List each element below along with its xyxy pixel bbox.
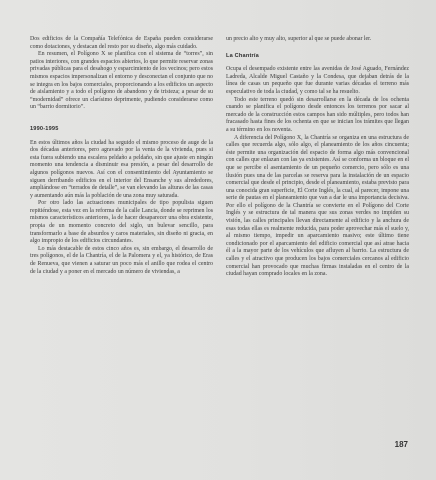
paragraph: Lo más destacable de estos cinco años es, sin embargo, el desarrollo de tres polígonos, el de la Chantría, el de la Palomera y el, ya histórico, de Eras de Renueva, que vienen a saturar un poco más el anillo que rodea el centro de la ciudad y a poner en el mercado un número de viviendas, a [30, 245, 213, 275]
paragraph: Dos edificios de la Compañía Telefónica de España pueden considerarse como dotaciones, y destacan del resto por su diseño, algo más cuidado. [30, 36, 213, 50]
right-column [226, 36, 409, 279]
left-column [30, 36, 213, 276]
page-number: 187 [394, 440, 408, 449]
paragraph: En estos últimos años la ciudad ha seguido el mismo proceso de auge de la dos décadas anteriores, pero agravado por la venta de la vivienda, pues si esta fuera subiendo una escalera peldaño a peldaño, sin que ajuste en ningún momento una tendencia a disminuir esa presión, a pesar del desarrollo de algunos polígonos nuevos. Así con el consentimiento del Ayuntamiento se siguen derribando edificios en el interior del Ensanche y sus alrededores, ampliándose en “terrados de detalle”, se van elevando las alturas de las casas y aumentando aún más la población de una zona muy saturada. [30, 139, 213, 199]
paragraph: Ocupa el desempado existente entre las avenidas de José Aguado, Fernández Ladreda, Alcalde Miguel Castaño y la Condesa, que dejaban detrás de la línea de casas un pequeño que fue durante varias décadas el terreno más especulativo de toda la ciudad, y como tal se ha resuelto. [226, 66, 409, 95]
paragraph: un precio alto y muy alto, superior al que se puede abonar ler. [226, 36, 372, 42]
paragraph: A diferencia del Polígono X, la Chantría se organiza en una estructura de calles que recuerda algo, sólo algo, el planeamiento de los años cincuenta; éste permite una organización del espacio de forma algo más convencional con calles que enlazan con las ya existentes. Así se conforma un bloque en el que se percibe el asentamiento de un pequeño comercio, pero sólo es una ilusión pues una de las parcelas se reserva para la instalación de un espacio comercial que desde el principio, desde el planeamiento, estaba previsto para una conocida gran superficie, El Corte Inglés, la cual, al parecer, impone una serie de pautas en el planeamiento que van a dar le una importancia decisiva. Por ello el polígono de la Chantría se convierte en el Polígono del Corte Inglés y se estructura de tal manera que sus zonas verdes no impiden su visión, las calles principales llevan directamente al edificio y la anchura de esas todas ellas es realmente reducida, para poder aprovechar más el suelo y, al mismo tiempo, impedir un aparcamiento masivo; este último tiene condicionado por el aparcamiento del edificio comercial que así atrae hacia él a la mayor parte de los vehículos que afluyen al barrio. La estructura de calles y el atractivo que producen los bajos comerciales cercanos al edificio comercial han provocado que muchas firmas instaladas en el centro de la ciudad hayan comprado locales en la zona. [226, 134, 409, 278]
paragraph: En resumen, el Polígono X se planifica con el sistema de “torres”, sin patios interiores, con grandes espacios abiertos, lo que permite reservar zonas privadas públicas para el desahogo y esparcimiento de los vecinos; pero estos mismos espacios impersonalizan el entorno y desconectan el conjunto que no se integra en los bajos comerciales, proporcionando a los edificios un aspecto de aislamiento y a todo el polígono de abandono y de tristeza; a pesar de su “modernidad” ofrece un clarísimo deprimente, pudiendo considerarse como un “barrio dormitorio”. [30, 51, 213, 111]
section-heading-la-chantria: La Chantría [226, 52, 259, 59]
paragraph: Todo este terreno quedó sin desarrollarse en la década de los ochenta cuando se planifica el polígono desde entonces los terrenos por sacar al mercado de la construcción estos campos han sido múltiples, pero todos han fracasado hasta fines de los ochenta en que se inician los trámites que llegan a su término en los noventa. [226, 96, 409, 133]
paragraph: Por otro lado las actuaciones municipales de tipo populista siguen repitiéndose, esta vez en la reforma de la calle Lancia, donde se reprimen los mismos característicos anteriores, la de hacer desaparecer una obra existente, propia de un momento concreto del siglo, un bulevar sencillo, para transformarlo a base de absurdos y caros materiales, sin diseño ni gracia, en algo impropio de los edificios circundantes. [30, 200, 213, 245]
section-heading-1990-1995: 1990-1995 [30, 125, 59, 132]
